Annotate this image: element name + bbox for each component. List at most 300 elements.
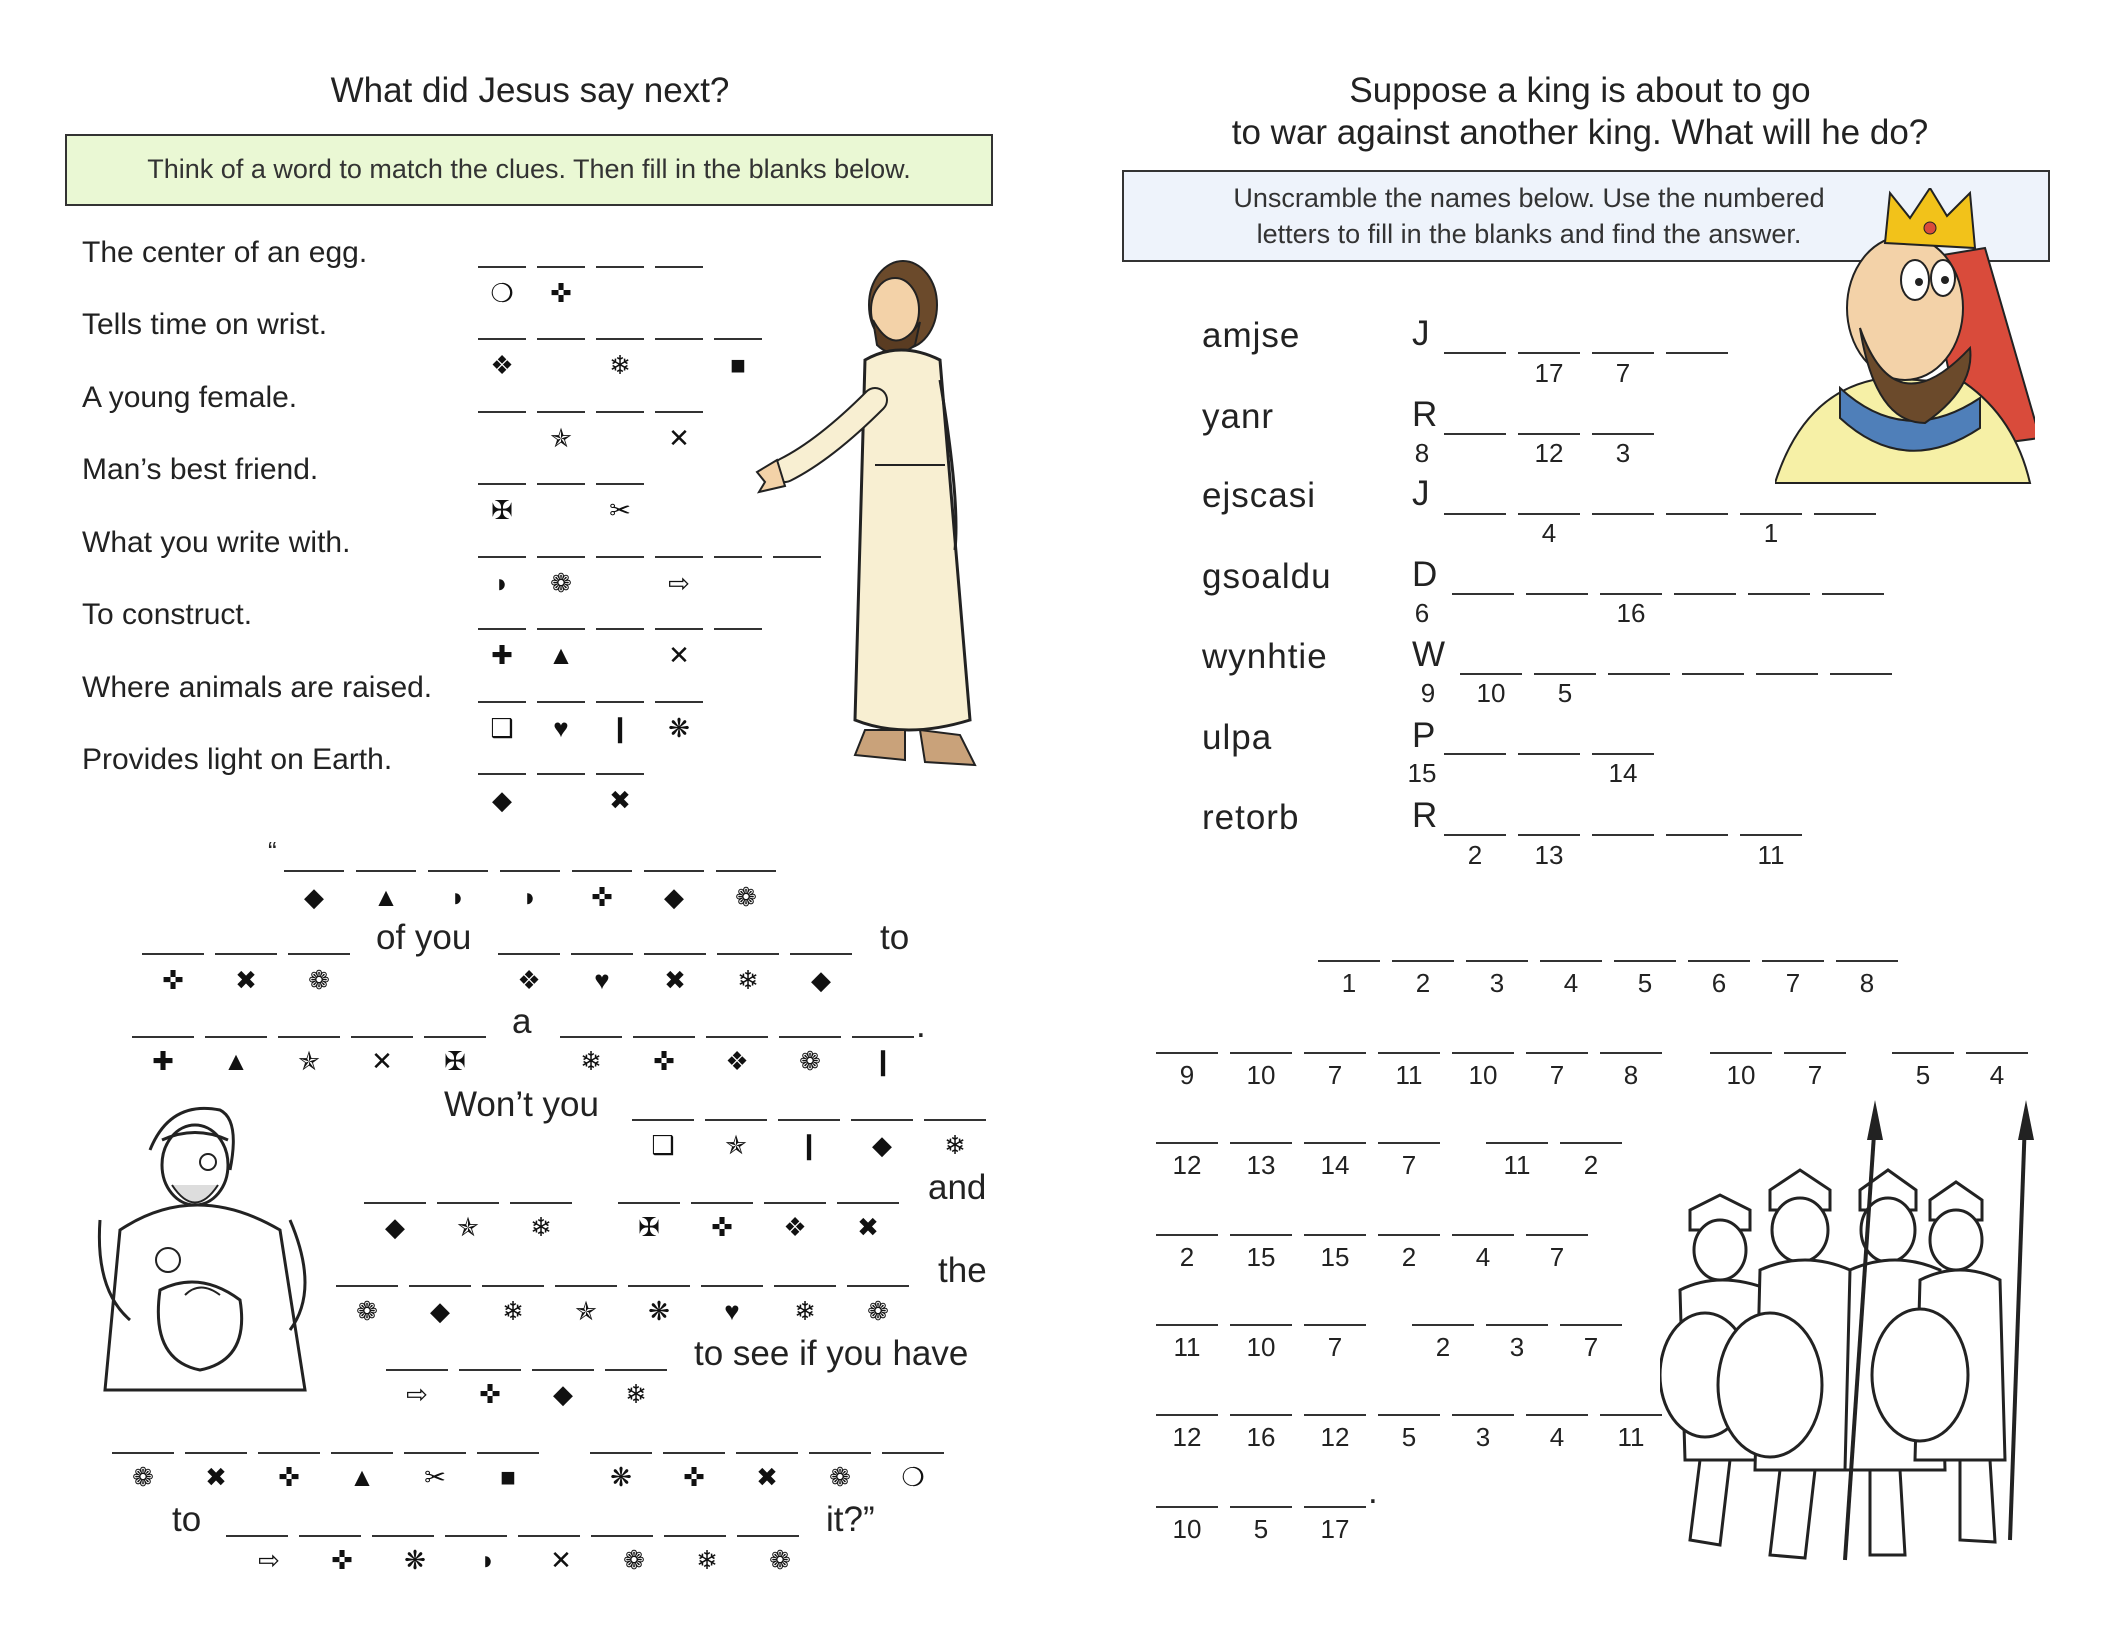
star-symbol-icon: ✯ (725, 1130, 747, 1160)
clue-1: The center of an egg. (82, 236, 368, 269)
diamond-symbol-icon: ◆ (385, 1212, 405, 1242)
code-number: 9 (1179, 1060, 1195, 1090)
answer-blank[interactable] (596, 411, 644, 413)
code-number: 7 (1583, 1332, 1599, 1362)
answer-blank[interactable] (1600, 1414, 1662, 1416)
answer-blank[interactable] (205, 1036, 267, 1038)
code-number: 8 (1859, 968, 1875, 998)
answer-blank[interactable] (1460, 673, 1522, 675)
answer-blank[interactable] (500, 870, 560, 872)
answer-blank[interactable] (664, 1535, 726, 1537)
answer-blank[interactable] (779, 1036, 841, 1038)
snowflake-symbol-icon: ❄ (794, 1296, 816, 1326)
code-number: 7 (1785, 968, 1801, 998)
answer-blank[interactable] (1666, 834, 1728, 836)
answer-blank[interactable] (1592, 513, 1654, 515)
bar-symbol-icon: ❙ (798, 1130, 820, 1160)
text-it: it?” (826, 1500, 875, 1539)
letter-number: 10 (1476, 678, 1506, 708)
code-number: 11 (1173, 1332, 1201, 1362)
answer-blank[interactable] (1452, 593, 1514, 595)
scrambled-name: retorb (1202, 798, 1300, 837)
answer-blank[interactable] (424, 1036, 486, 1038)
answer-blank[interactable] (851, 1119, 913, 1121)
answer-blank[interactable] (596, 556, 644, 558)
diamond-symbol-icon: ◆ (492, 785, 512, 815)
answer-blank[interactable] (596, 628, 644, 630)
answer-blank[interactable] (837, 1202, 899, 1204)
answer-blank[interactable] (1452, 1052, 1514, 1054)
answer-blank[interactable] (537, 628, 585, 630)
answer-blank[interactable] (1710, 1052, 1772, 1054)
answer-blank[interactable] (590, 1452, 652, 1454)
left-instruction-text: Think of a word to match the clues. Then fill in the blanks below. (147, 154, 911, 184)
answer-blank[interactable] (655, 266, 703, 268)
answer-blank[interactable] (1966, 1052, 2028, 1054)
maltese-cross-symbol-icon: ✠ (638, 1212, 660, 1242)
answer-blank[interactable] (1466, 960, 1528, 962)
answer-blank[interactable] (537, 556, 585, 558)
letter-number: 9 (1420, 678, 1436, 708)
diamond-cross-symbol-icon: ❖ (783, 1212, 807, 1242)
flower-symbol-icon: ❁ (735, 882, 757, 912)
arrow-symbol-icon: ⇨ (258, 1545, 280, 1575)
given-letter: R (1412, 796, 1438, 835)
diamond-cross-symbol-icon: ❖ (490, 350, 514, 380)
answer-blank[interactable] (633, 1036, 695, 1038)
answer-blank[interactable] (445, 1535, 507, 1537)
answer-blank[interactable] (331, 1452, 393, 1454)
answer-blank[interactable] (847, 1285, 909, 1287)
answer-blank[interactable] (1518, 352, 1580, 354)
answer-blank[interactable] (132, 1036, 194, 1038)
code-number: 11 (1617, 1422, 1645, 1452)
answer-blank[interactable] (478, 773, 526, 775)
answer-blank[interactable] (1592, 834, 1654, 836)
diamond-symbol-icon: ◆ (872, 1130, 892, 1160)
answer-blank[interactable] (278, 1036, 340, 1038)
answer-blank[interactable] (1318, 960, 1380, 962)
code-number: 13 (1246, 1150, 1276, 1180)
answer-blank[interactable] (560, 1036, 622, 1038)
answer-blank[interactable] (1748, 593, 1810, 595)
given-letter: D (1412, 555, 1438, 594)
answer-blank[interactable] (1378, 1142, 1440, 1144)
flower-symbol-icon: ❁ (799, 1046, 821, 1076)
circle-symbol-icon: ❍ (490, 278, 514, 308)
answer-blank[interactable] (1526, 593, 1588, 595)
answer-period: . (1368, 1472, 1378, 1511)
diamond-symbol-icon: ◆ (430, 1296, 450, 1326)
answer-blank[interactable] (336, 1285, 398, 1287)
answer-blank[interactable] (1452, 1234, 1514, 1236)
answer-blank[interactable] (498, 953, 560, 955)
answer-blank[interactable] (644, 870, 704, 872)
answer-blank[interactable] (1304, 1506, 1366, 1508)
answer-blank[interactable] (778, 1119, 840, 1121)
answer-blank[interactable] (404, 1452, 466, 1454)
man-counting-money-illustration (90, 1090, 325, 1400)
square-symbol-icon: ■ (500, 1462, 516, 1492)
right-instruction-line-1: Unscramble the names below. Use the numbered (1233, 183, 1825, 213)
code-number: 8 (1623, 1060, 1639, 1090)
answer-blank[interactable] (572, 870, 632, 872)
answer-blank[interactable] (882, 1452, 944, 1454)
answer-blank[interactable] (1592, 753, 1654, 755)
shadow-box-symbol-icon: ❑ (651, 1130, 675, 1160)
answer-blank[interactable] (1600, 593, 1662, 595)
answer-blank[interactable] (288, 953, 350, 955)
plus-symbol-icon: ✚ (152, 1046, 174, 1076)
diamond-symbol-icon: ◆ (811, 965, 831, 995)
answer-blank[interactable] (663, 1452, 725, 1454)
text-to-2: to (172, 1500, 202, 1539)
answer-blank[interactable] (356, 870, 416, 872)
text-to: to (880, 918, 910, 957)
snowflake-symbol-icon: ❄ (696, 1545, 718, 1575)
answer-blank[interactable] (655, 411, 703, 413)
answer-blank[interactable] (1540, 960, 1602, 962)
answer-blank[interactable] (706, 1036, 768, 1038)
snowflake-symbol-icon: ❄ (625, 1379, 647, 1409)
maltese-cross-symbol-icon: ✠ (491, 495, 513, 525)
answer-blank[interactable] (537, 773, 585, 775)
answer-blank[interactable] (1666, 513, 1728, 515)
half-circle-symbol-icon: ◗ (480, 1545, 496, 1575)
answer-blank[interactable] (790, 953, 852, 955)
answer-blank[interactable] (1600, 1052, 1662, 1054)
x-symbol-icon: ✕ (371, 1046, 393, 1076)
answer-blank[interactable] (655, 628, 703, 630)
answer-blank[interactable] (1518, 834, 1580, 836)
code-number: 12 (1320, 1422, 1350, 1452)
answer-blank[interactable] (1614, 960, 1676, 962)
letter-number: 4 (1541, 518, 1557, 548)
arrow-symbol-icon: ⇨ (406, 1379, 428, 1409)
four-diamond-symbol-icon: ✜ (479, 1379, 501, 1409)
scrambled-name: ulpa (1202, 718, 1273, 757)
answer-blank[interactable] (1486, 1142, 1548, 1144)
answer-blank[interactable] (596, 701, 644, 703)
answer-blank[interactable] (459, 1369, 521, 1371)
answer-blank[interactable] (691, 1202, 753, 1204)
code-number: 16 (1246, 1422, 1276, 1452)
clue-3: A young female. (82, 381, 298, 414)
answer-blank[interactable] (1378, 1234, 1440, 1236)
code-number: 5 (1401, 1422, 1417, 1452)
answer-blank[interactable] (1518, 513, 1580, 515)
snowflake-symbol-icon: ❄ (530, 1212, 552, 1242)
heavy-x-symbol-icon: ✖ (664, 965, 686, 995)
answer-blank[interactable] (1784, 1052, 1846, 1054)
answer-blank[interactable] (655, 556, 703, 558)
flower-symbol-icon: ❁ (867, 1296, 889, 1326)
answer-blank[interactable] (1740, 513, 1802, 515)
code-number: 2 (1415, 968, 1431, 998)
answer-blank[interactable] (1444, 753, 1506, 755)
code-number: 12 (1172, 1150, 1202, 1180)
answer-blank[interactable] (1304, 1324, 1366, 1326)
answer-blank[interactable] (1230, 1142, 1292, 1144)
answer-blank[interactable] (1822, 593, 1884, 595)
answer-blank[interactable] (1304, 1142, 1366, 1144)
scrambled-name: gsoaldu (1202, 557, 1332, 596)
letter-number: 8 (1414, 438, 1430, 468)
letter-number: 13 (1534, 840, 1564, 870)
answer-blank[interactable] (655, 338, 703, 340)
diamond-cross-symbol-icon: ❖ (725, 1046, 749, 1076)
diamond-symbol-icon: ◆ (304, 882, 324, 912)
answer-blank[interactable] (555, 1285, 617, 1287)
answer-blank[interactable] (618, 1202, 680, 1204)
code-number: 7 (1327, 1060, 1343, 1090)
asterisk-symbol-icon: ❋ (648, 1296, 670, 1326)
answer-blank[interactable] (1688, 960, 1750, 962)
answer-blank[interactable] (605, 1369, 667, 1371)
answer-blank[interactable] (1378, 1414, 1440, 1416)
answer-blank[interactable] (1892, 1052, 1954, 1054)
answer-blank[interactable] (1392, 960, 1454, 962)
answer-blank[interactable] (1304, 1052, 1366, 1054)
answer-blank[interactable] (409, 1285, 471, 1287)
answer-blank[interactable] (736, 1452, 798, 1454)
answer-blank[interactable] (596, 773, 644, 775)
text-a: a (512, 1002, 532, 1041)
answer-blank[interactable] (1378, 1052, 1440, 1054)
clue-7: Where animals are raised. (82, 671, 433, 704)
answer-blank[interactable] (537, 411, 585, 413)
answer-blank[interactable] (1674, 593, 1736, 595)
answer-blank[interactable] (1526, 1234, 1588, 1236)
answer-blank[interactable] (364, 1202, 426, 1204)
flower-symbol-icon: ❁ (308, 965, 330, 995)
answer-blank[interactable] (716, 870, 776, 872)
heart-symbol-icon: ♥ (553, 713, 569, 743)
answer-blank[interactable] (1304, 1234, 1366, 1236)
soldiers-illustration (1660, 1100, 2040, 1570)
flower-symbol-icon: ❁ (132, 1462, 154, 1492)
plus-symbol-icon: ✚ (491, 640, 513, 670)
code-number: 14 (1320, 1150, 1350, 1180)
answer-blank[interactable] (1608, 673, 1670, 675)
four-diamond-symbol-icon: ✜ (683, 1462, 705, 1492)
answer-blank[interactable] (591, 1535, 653, 1537)
text-and: and (928, 1168, 987, 1207)
answer-blank[interactable] (1682, 673, 1744, 675)
answer-blank[interactable] (1156, 1142, 1218, 1144)
answer-blank[interactable] (537, 266, 585, 268)
answer-blank[interactable] (774, 1285, 836, 1287)
answer-blank[interactable] (1444, 834, 1506, 836)
triangle-symbol-icon: ▲ (373, 882, 399, 912)
answer-blank[interactable] (655, 701, 703, 703)
answer-blank[interactable] (478, 701, 526, 703)
answer-blank[interactable] (226, 1535, 288, 1537)
x-symbol-icon: ✕ (668, 423, 690, 453)
answer-blank[interactable] (351, 1036, 413, 1038)
answer-blank[interactable] (1830, 673, 1892, 675)
open-quote: “ (268, 836, 277, 866)
jesus-illustration (755, 250, 1015, 780)
answer-blank[interactable] (717, 953, 779, 955)
answer-blank[interactable] (532, 1369, 594, 1371)
answer-blank[interactable] (1518, 433, 1580, 435)
answer-blank[interactable] (628, 1285, 690, 1287)
answer-blank[interactable] (1836, 960, 1898, 962)
answer-blank[interactable] (705, 1119, 767, 1121)
answer-blank[interactable] (1230, 1052, 1292, 1054)
answer-blank[interactable] (482, 1285, 544, 1287)
answer-blank[interactable] (1444, 433, 1506, 435)
right-instruction-line-2: letters to fill in the blanks and find the answer. (1256, 219, 1802, 249)
answer-blank[interactable] (1740, 834, 1802, 836)
answer-blank[interactable] (1526, 1052, 1588, 1054)
answer-blank[interactable] (518, 1535, 580, 1537)
answer-blank[interactable] (596, 266, 644, 268)
four-diamond-symbol-icon: ✜ (331, 1545, 353, 1575)
answer-blank[interactable] (437, 1202, 499, 1204)
star-symbol-icon: ✯ (298, 1046, 320, 1076)
answer-blank[interactable] (478, 628, 526, 630)
answer-blank[interactable] (478, 411, 526, 413)
answer-blank[interactable] (1452, 1414, 1514, 1416)
answer-blank[interactable] (477, 1452, 539, 1454)
answer-blank[interactable] (537, 483, 585, 485)
heavy-x-symbol-icon: ✖ (756, 1462, 778, 1492)
text-of-you: of you (376, 918, 472, 957)
code-number: 2 (1583, 1150, 1599, 1180)
answer-blank[interactable] (284, 870, 344, 872)
answer-blank[interactable] (1156, 1414, 1218, 1416)
answer-blank[interactable] (737, 1535, 799, 1537)
answer-blank[interactable] (1230, 1506, 1292, 1508)
answer-blank[interactable] (596, 483, 644, 485)
answer-blank[interactable] (428, 870, 488, 872)
period: . (916, 1006, 926, 1045)
snowflake-symbol-icon: ❄ (944, 1130, 966, 1160)
answer-blank[interactable] (764, 1202, 826, 1204)
answer-blank[interactable] (1518, 753, 1580, 755)
answer-blank[interactable] (1756, 673, 1818, 675)
answer-blank[interactable] (1156, 1234, 1218, 1236)
scissors-symbol-icon: ✂ (424, 1462, 446, 1492)
answer-blank[interactable] (185, 1452, 247, 1454)
answer-blank[interactable] (809, 1452, 871, 1454)
scrambled-name: amjse (1202, 316, 1301, 355)
answer-blank[interactable] (1156, 1052, 1218, 1054)
answer-blank[interactable] (1230, 1234, 1292, 1236)
diamond-cross-symbol-icon: ❖ (517, 965, 541, 995)
answer-blank[interactable] (1560, 1142, 1622, 1144)
diamond-symbol-icon: ◆ (553, 1379, 573, 1409)
clue-2: Tells time on wrist. (82, 308, 328, 341)
answer-blank[interactable] (386, 1369, 448, 1371)
answer-blank[interactable] (537, 338, 585, 340)
flower-symbol-icon: ❁ (356, 1296, 378, 1326)
given-letter: P (1412, 716, 1436, 755)
answer-blank[interactable] (478, 556, 526, 558)
code-number: 7 (1327, 1332, 1343, 1362)
maltese-cross-symbol-icon: ✠ (444, 1046, 466, 1076)
code-number: 4 (1989, 1060, 2005, 1090)
code-number: 2 (1179, 1242, 1195, 1272)
code-number: 11 (1395, 1060, 1423, 1090)
answer-blank[interactable] (1444, 513, 1506, 515)
text-to-see: to see if you have (694, 1334, 969, 1373)
answer-blank[interactable] (1156, 1324, 1218, 1326)
answer-blank[interactable] (1592, 352, 1654, 354)
answer-blank[interactable] (478, 338, 526, 340)
code-number: 11 (1503, 1150, 1531, 1180)
flower-symbol-icon: ❁ (769, 1545, 791, 1575)
answer-blank[interactable] (478, 266, 526, 268)
asterisk-symbol-icon: ❋ (610, 1462, 632, 1492)
answer-blank[interactable] (215, 953, 277, 955)
half-circle-symbol-icon: ◗ (494, 568, 510, 598)
code-number: 10 (1172, 1514, 1202, 1544)
answer-blank[interactable] (478, 483, 526, 485)
answer-blank[interactable] (644, 953, 706, 955)
heavy-x-symbol-icon: ✖ (235, 965, 257, 995)
letter-number: 7 (1615, 358, 1631, 388)
right-title-line-2: to war against another king. What will he do? (1231, 113, 1929, 152)
star-symbol-icon: ✯ (457, 1212, 479, 1242)
answer-blank[interactable] (1762, 960, 1824, 962)
answer-blank[interactable] (596, 338, 644, 340)
answer-blank[interactable] (1814, 513, 1876, 515)
triangle-symbol-icon: ▲ (223, 1046, 249, 1076)
answer-blank[interactable] (852, 1036, 914, 1038)
star-symbol-icon: ✯ (575, 1296, 597, 1326)
answer-blank[interactable] (1230, 1324, 1292, 1326)
answer-blank[interactable] (1230, 1414, 1292, 1416)
flower-symbol-icon: ❁ (829, 1462, 851, 1492)
letter-number: 17 (1534, 358, 1564, 388)
answer-blank[interactable] (1560, 1324, 1622, 1326)
four-diamond-symbol-icon: ✜ (162, 965, 184, 995)
letter-number: 2 (1467, 840, 1483, 870)
answer-blank[interactable] (924, 1119, 986, 1121)
answer-blank[interactable] (571, 953, 633, 955)
answer-blank[interactable] (1534, 673, 1596, 675)
shadow-box-symbol-icon: ❑ (490, 713, 514, 743)
scissors-symbol-icon: ✂ (609, 495, 631, 525)
answer-blank[interactable] (537, 701, 585, 703)
answer-blank[interactable] (372, 1535, 434, 1537)
half-circle-symbol-icon: ◗ (522, 882, 538, 912)
letter-number: 14 (1608, 758, 1638, 788)
code-number: 17 (1320, 1514, 1350, 1544)
answer-blank[interactable] (1444, 352, 1506, 354)
answer-blank[interactable] (299, 1535, 361, 1537)
snowflake-symbol-icon: ❄ (502, 1296, 524, 1326)
answer-blank[interactable] (142, 953, 204, 955)
answer-blank[interactable] (1412, 1324, 1474, 1326)
answer-blank[interactable] (1156, 1506, 1218, 1508)
code-number: 7 (1549, 1242, 1565, 1272)
answer-blank[interactable] (1592, 433, 1654, 435)
answer-blank[interactable] (1304, 1414, 1366, 1416)
answer-blank[interactable] (112, 1452, 174, 1454)
letter-number: 5 (1557, 678, 1573, 708)
answer-blank[interactable] (1486, 1324, 1548, 1326)
answer-blank[interactable] (1526, 1414, 1588, 1416)
answer-blank[interactable] (510, 1202, 572, 1204)
answer-blank[interactable] (258, 1452, 320, 1454)
answer-blank[interactable] (1666, 352, 1728, 354)
answer-blank[interactable] (632, 1119, 694, 1121)
answer-blank[interactable] (701, 1285, 763, 1287)
